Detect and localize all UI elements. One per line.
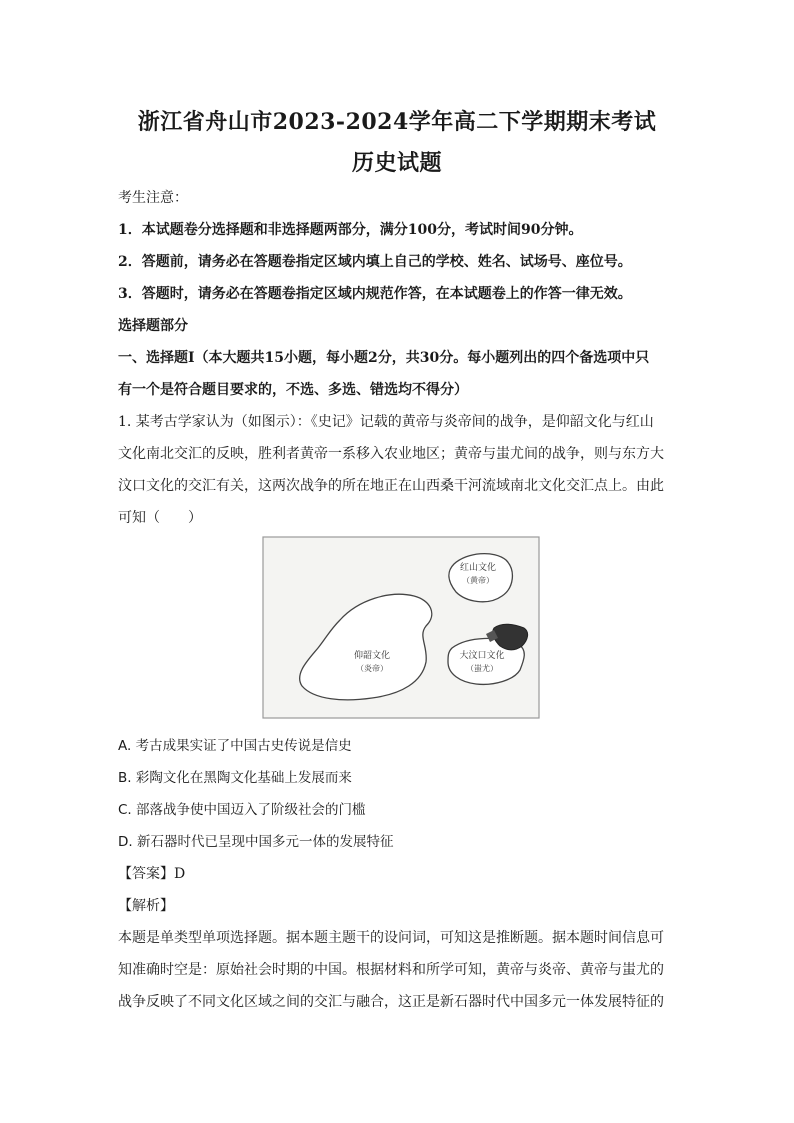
hongshan-sub-label: （黄帝） [462, 576, 494, 585]
section-label: 选择题部分 [118, 318, 188, 334]
analysis-line-2: 知准确时空是：原始社会时期的中国。根据材料和所学可知，黄帝与炎帝、黄帝与蚩尤的 [118, 962, 664, 978]
question-stem-line-3: 汶口文化的交汇有关，这两次战争的所在地正在山西桑干河流域南北文化交汇点上。由此 [118, 478, 664, 494]
notice-item-1: 1．本试题卷分选择题和非选择题两部分，满分100分，考试时间90分钟。 [118, 222, 583, 238]
exam-title: 浙江省舟山市2023-2024学年高二下学期期末考试 [137, 109, 657, 135]
answer-text: 【答案】D [118, 866, 186, 882]
yangshao-label: 仰韶文化 [353, 651, 391, 661]
yangshao-sub-label: （炎帝） [356, 664, 388, 673]
notice-item-3: 3．答题时，请务必在答题卷指定区域内规范作答，在本试题卷上的作答一律无效。 [118, 286, 632, 302]
question-stem-line-2: 文化南北交汇的反映，胜利者黄帝一系移入农业地区；黄帝与蚩尤间的战争，则与东方大 [118, 446, 664, 462]
notice-item-2: 2．答题前，请务必在答题卷指定区域内填上自己的学校、姓名、试场号、座位号。 [118, 254, 632, 270]
analysis-line-1: 本题是单类型单项选择题。据本题主题干的设问词，可知这是推断题。据本题时间信息可 [118, 930, 664, 946]
question-stem-line-1: 1. 某考古学家认为（如图示）：《史记》记载的黄帝与炎帝间的战争，是仰韶文化与红山 [118, 414, 654, 430]
hongshan-label: 红山文化 [459, 563, 497, 573]
notice-heading: 考生注意： [118, 190, 188, 206]
option-b[interactable]: B. 彩陶文化在黑陶文化基础上发展而来 [118, 770, 352, 786]
section-instruction-line-1: 一、选择题Ⅰ（本大题共15小题，每小题2分，共30分。每小题列出的四个备选项中只 [118, 350, 650, 366]
culture-map-figure [262, 536, 540, 719]
question-stem-line-4: 可知（ ） [118, 510, 202, 526]
option-c[interactable]: C. 部落战争使中国迈入了阶级社会的门槛 [118, 802, 366, 818]
option-a[interactable]: A. 考古成果实证了中国古史传说是信史 [118, 738, 352, 754]
dawenkou-sub-label: （蚩尤） [466, 664, 498, 673]
option-d[interactable]: D. 新石器时代已呈现中国多元一体的发展特征 [118, 834, 394, 850]
exam-subtitle: 历史试题 [351, 150, 442, 176]
dawenkou-label: 大汶口文化 [459, 651, 505, 661]
analysis-heading: 【解析】 [118, 898, 174, 914]
section-instruction-line-2: 有一个是符合题目要求的，不选、多选、错选均不得分） [118, 382, 468, 398]
analysis-line-3: 战争反映了不同文化区域之间的交汇与融合，这正是新石器时代中国多元一体发展特征的 [118, 994, 664, 1010]
